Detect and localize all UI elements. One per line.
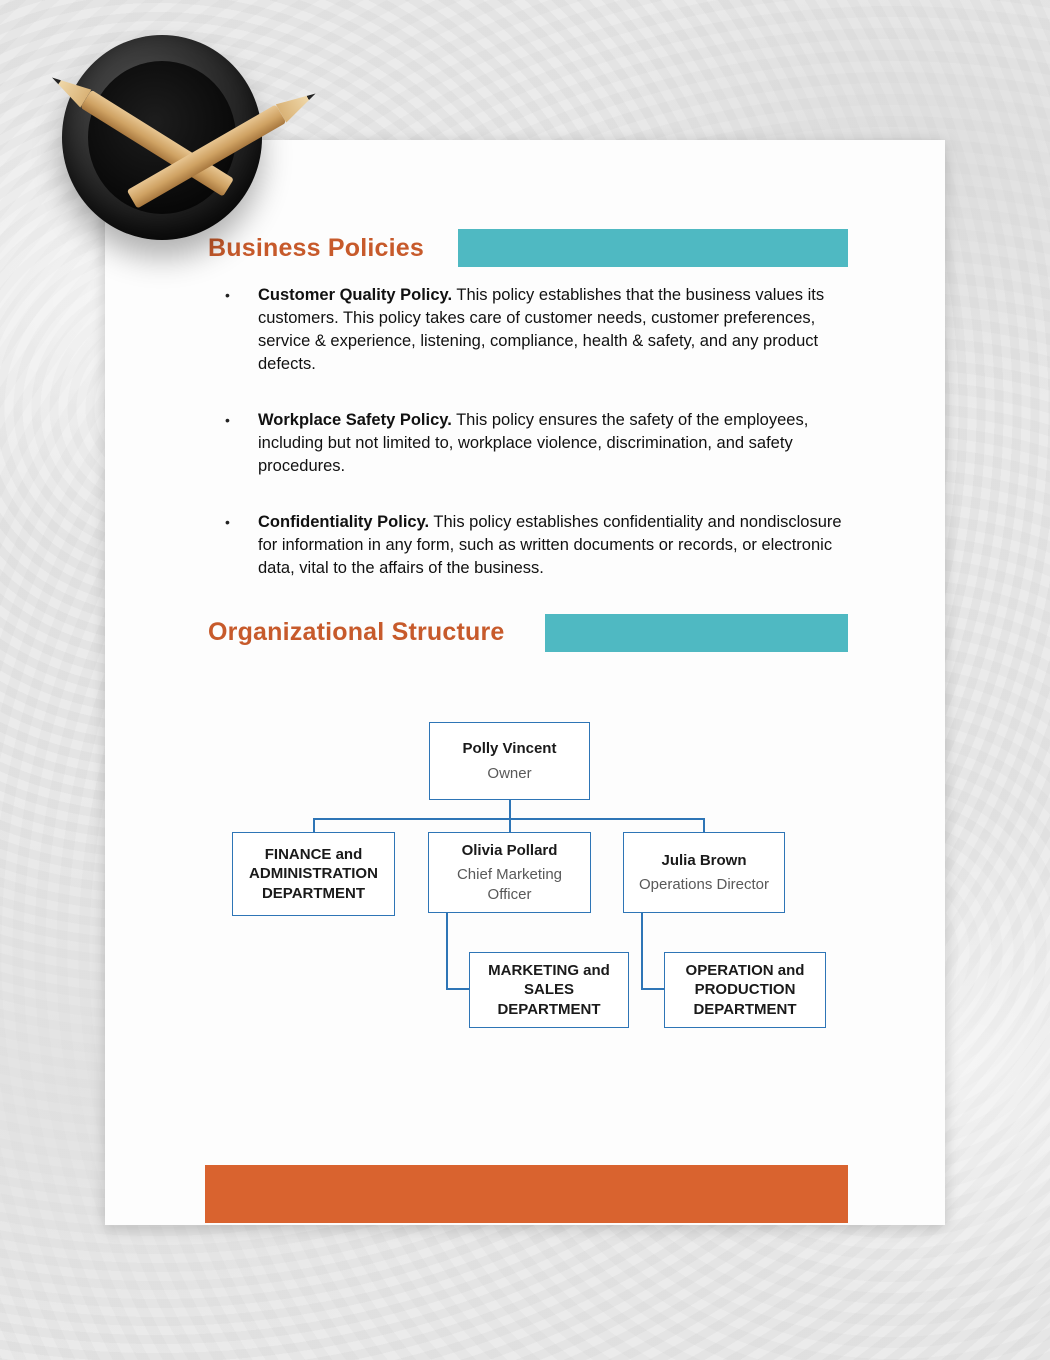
policy-bullet-list	[222, 284, 858, 613]
org-node-name: OPERATION and PRODUCTION DEPARTMENT	[685, 961, 805, 1018]
policy-lead: Confidentiality Policy.	[258, 513, 430, 531]
org-node-owner	[429, 722, 590, 800]
org-node-name: Polly Vincent	[462, 740, 557, 757]
org-node-role: Owner	[487, 764, 532, 782]
bullet-marker: •	[225, 412, 230, 428]
business-policies-title: Business Policies	[208, 234, 424, 262]
policy-lead: Workplace Safety Policy.	[258, 411, 452, 429]
policy-item-customer-quality	[222, 284, 858, 376]
org-node-name: Olivia Pollard	[461, 841, 558, 859]
policy-body: This policy ensures the safety of the employees, including but not limited to, workplace violence, discrimination, and safety procedures.	[258, 411, 809, 475]
org-node-role: Chief Marketing Officer	[456, 866, 563, 903]
pencil-cup	[40, 20, 340, 260]
bullet-marker: •	[225, 514, 230, 530]
policy-body: This policy establishes that the business values its customers. This policy takes care of customer needs, customer preferences, service & experience, listening, compliance, health & safety, and any product defects.	[258, 286, 825, 373]
policy-item-confidentiality	[222, 511, 858, 580]
org-node-name: FINANCE and ADMINISTRATION DEPARTMENT	[249, 845, 378, 902]
org-node-marketing-sales-department	[469, 952, 629, 1028]
org-node-operations-director	[623, 832, 785, 913]
teal-accent-bar-middle	[545, 614, 848, 652]
org-node-operation-production-department	[664, 952, 826, 1028]
teal-accent-bar-top	[458, 229, 848, 267]
connector-line	[313, 818, 315, 832]
bullet-marker: •	[225, 287, 230, 303]
orange-footer-bar	[205, 1165, 848, 1223]
connector-line	[509, 818, 511, 832]
connector-line	[703, 818, 705, 832]
policy-item-workplace-safety	[222, 409, 858, 478]
org-node-role: Operations Director	[638, 876, 770, 893]
policy-body: This policy establishes confidentiality and nondisclosure for information in any form, such as written documents or records, or electronic data, vital to the affairs of the business.	[258, 513, 842, 577]
org-node-name: MARKETING and SALES DEPARTMENT	[488, 961, 610, 1018]
org-node-name: Julia Brown	[661, 851, 747, 869]
org-node-finance-department	[232, 832, 395, 916]
policy-text	[258, 284, 858, 376]
connector-line	[509, 800, 511, 819]
policy-lead: Customer Quality Policy.	[258, 286, 453, 304]
policy-text	[258, 409, 858, 478]
connector-line	[641, 913, 643, 990]
connector-line	[446, 913, 448, 990]
document-page	[105, 140, 945, 1225]
policy-text	[258, 511, 858, 580]
org-node-chief-marketing-officer	[428, 832, 591, 913]
connector-line	[641, 988, 664, 990]
connector-line	[446, 988, 469, 990]
organizational-structure-title: Organizational Structure	[208, 618, 505, 646]
